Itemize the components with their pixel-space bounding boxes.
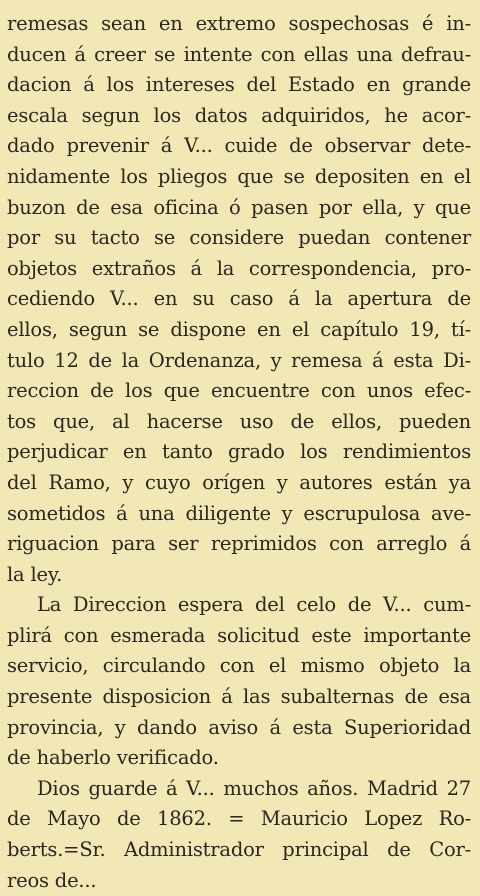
text-line: plirá con esmerada solicitud este importante [7,623,471,647]
text-line: de haberlo verificado. [7,746,219,770]
paragraph [7,774,471,896]
text-line: riguacion para ser reprimidos con arreglo á [7,532,471,556]
text-line: objetos extraños á la correspondencia, pro- [7,256,471,280]
text-line: del Ramo, y cuyo orígen y autores están ya [7,470,471,494]
text-line: reccion de los que encuentre con unos efec- [7,379,471,403]
text-line: provincia, y dando aviso á esta Superioridad [7,715,471,739]
text-line: La Direccion espera del celo de V... cum- [37,593,471,617]
text-line: dacion á los intereses del Estado en grande [7,73,471,97]
text-line: presente disposicion á las subalternas de esa [7,685,471,709]
text-line: ducen á creer se intente con ellas una defrau- [7,42,471,66]
text-line: berts.=Sr. Administrador principal de Cor- [7,838,471,862]
text-line: ellos, segun se dispone en el capítulo 19, tí- [7,317,471,341]
text-line: tulo 12 de la Ordenanza, y remesa á esta Di- [7,348,471,372]
text-line: remesas sean en extremo sospechosas é in- [7,12,471,35]
text-line: dado prevenir á V... cuide de observar dete- [7,134,471,158]
text-line: escala segun los datos adquiridos, he acor- [7,103,471,127]
text-line: cediendo V... en su caso á la apertura de [7,287,471,311]
text-line: sometidos á una diligente y escrupulosa ave- [7,501,471,525]
text-line: buzon de esa oficina ó pasen por ella, y que [7,195,471,219]
text-line: Dios guarde á V... muchos años. Madrid 27 [37,776,471,800]
text-line: servicio, circulando con el mismo objeto la [7,654,471,678]
text-line: perjudicar en tanto grado los rendimientos [7,440,471,464]
text-line: reos de... [7,868,97,892]
paragraph [7,9,471,590]
text-line: tos que, al hacerse uso de ellos, pueden [7,409,471,433]
text-line: nidamente los pliegos que se depositen en el [7,164,471,188]
paragraph [7,590,471,774]
document-body [7,9,471,896]
text-line: de Mayo de 1862. = Mauricio Lopez Ro- [7,807,471,831]
text-line: la ley. [7,562,63,586]
text-line: por su tacto se considere puedan contener [7,226,471,250]
